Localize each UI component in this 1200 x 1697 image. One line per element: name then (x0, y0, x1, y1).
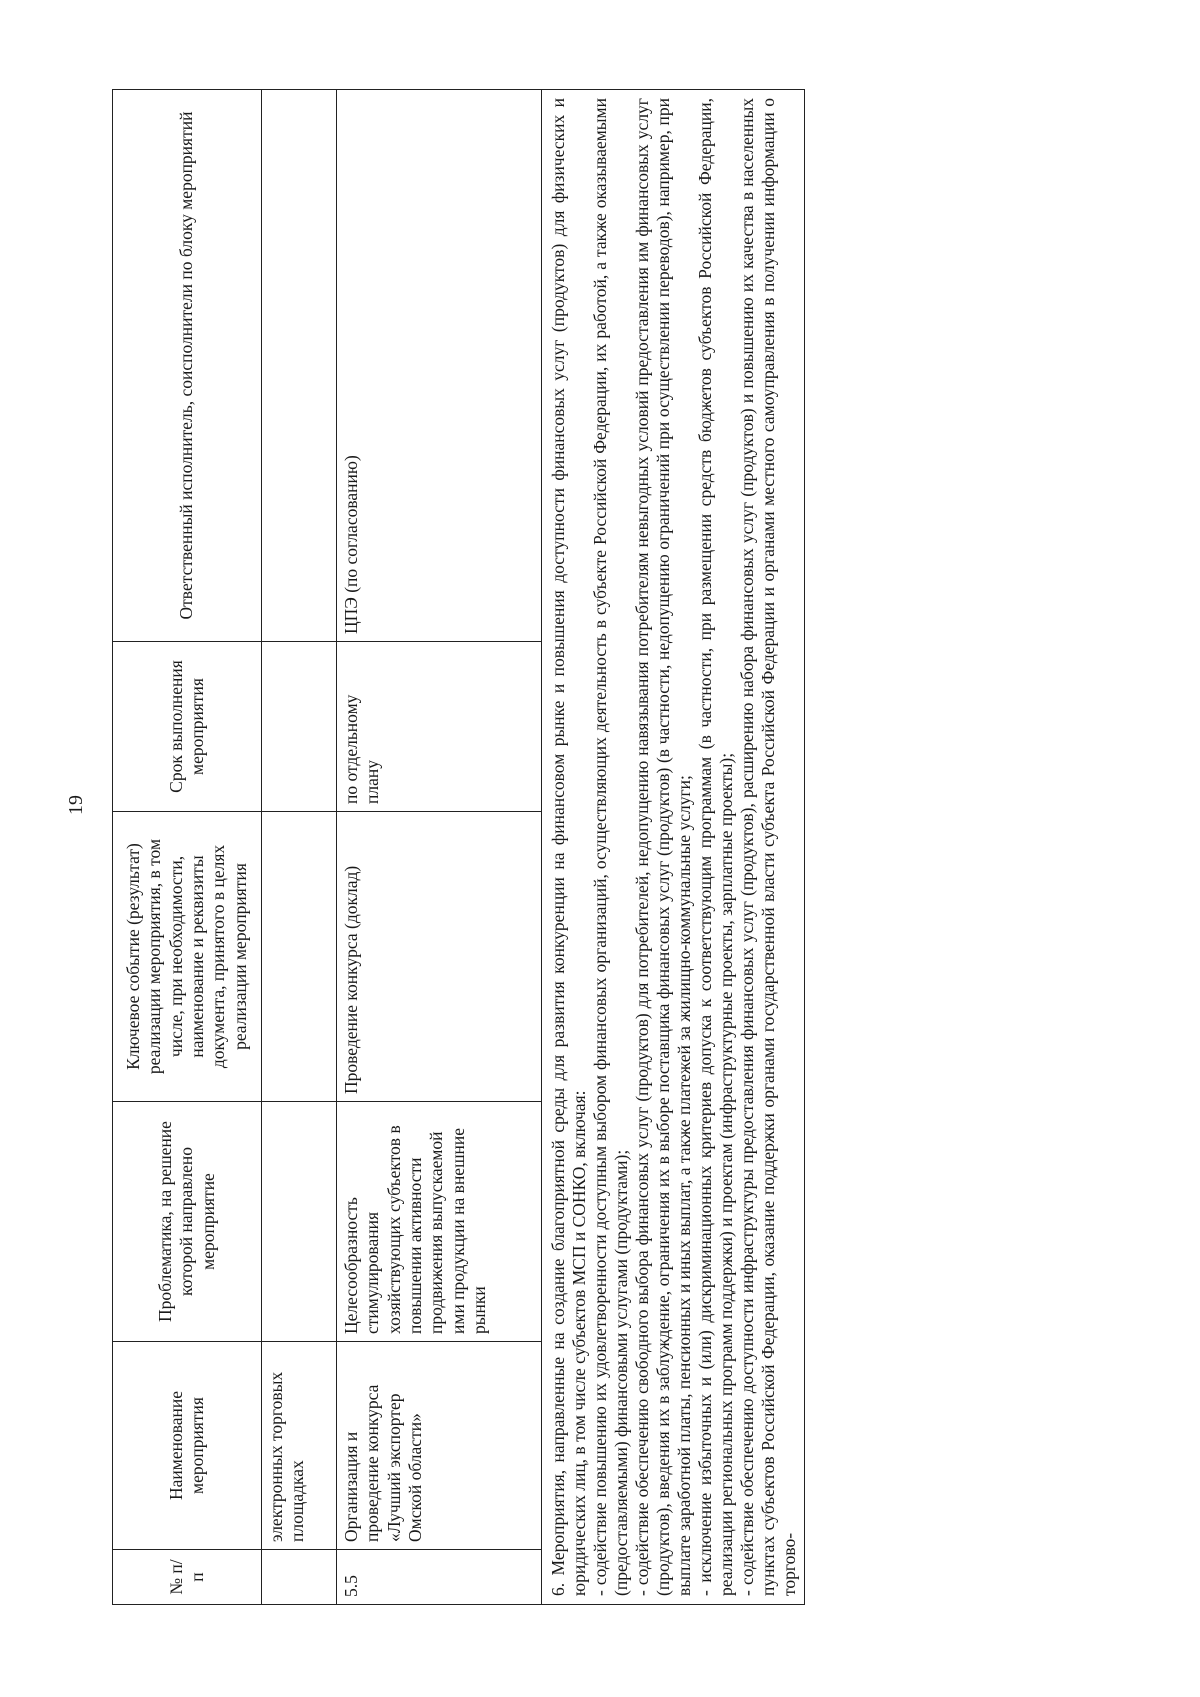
header-responsible: Ответственный исполнитель, соисполнители по блоку мероприятий (113, 90, 262, 642)
cell-name: электронных торговых площадках (262, 1342, 337, 1550)
header-deadline: Срок выполнения мероприятия (113, 642, 262, 812)
section-6-paragraph: - содействие обеспечению свободного выбора финансовых услуг (продуктов) для потребителей, недопущению навязывания потребителям невыгодных условий предоставления им финансовых услуг (продуктов), введения их в заблуждение, ограничения их в выборе поставщика финансовых услуг (продуктов) (в частности, недопущению ограничений при осуществлении переводов), например, при выплате заработной платы, пенсионных и иных выплат, а также платежей за жилищно-коммунальные услуги; (632, 98, 695, 1596)
section-6-paragraph: - содействие повышению их удовлетворенности доступным выбором финансовых организаций, осуществляющих деятельность в субъекте Российской Федерации, их работой, а также оказываемыми (предоставляемыми) финансовыми услугами (продуктами); (590, 98, 632, 1596)
section-row (542, 90, 805, 1605)
section-6-paragraph: - исключение избыточных и (или) дискриминационных критериев допуска к соответствующим программам (в частности, при размещении средств бюджетов субъектов Российской Федерации, реализации региональных программ поддержки) и проектам (инфраструктурные проекты, зарплатные проекты); (695, 98, 737, 1596)
header-number: № п/п (113, 1550, 262, 1605)
header-key-event: Ключевое событие (результат) реализации мероприятия, в том числе, при необходимости, наименование и реквизиты документа, принятого в целях реализации мероприятия (113, 812, 262, 1102)
cell-deadline (262, 642, 337, 812)
cell-responsible (262, 90, 337, 642)
section-6-text (542, 90, 805, 1605)
section-6-paragraph: - содействие обеспечению доступности инфраструктуры предоставления финансовых услуг (продуктов), расширению набора финансовых услуг (продуктов) и повышению их качества в населенных пунктах субъектов Российской Федерации, оказание поддержки органами государственной власти субъекта Российской Федерации и органами местного самоуправления в получении информации о торгово- (737, 98, 800, 1596)
cell-problem (262, 1102, 337, 1342)
table-row (262, 90, 337, 1605)
header-problem: Проблематика, на решение которой направлено мероприятие (113, 1102, 262, 1342)
section-6-paragraph: 6. Мероприятия, направленные на создание благоприятной среды для развития конкуренции на финансовом рынке и повышения доступности финансовых услуг (продуктов) для физических и юридических лиц, в том числе субъектов МСП и СОНКО, включая: (548, 98, 590, 1596)
table-header-row (113, 90, 262, 1605)
cell-responsible: ЦПЭ (по согласованию) (337, 90, 542, 642)
cell-number (262, 1550, 337, 1605)
rotated-table-sheet (112, 90, 1062, 1605)
cell-problem: Целесообразность стимулирования хозяйствующих субъектов в повышении активности продвижения выпускаемой ими продукции на внешние рынки (337, 1102, 542, 1342)
cell-deadline: по отдельному плану (337, 642, 542, 812)
page-number: 19 (65, 795, 87, 815)
table-row (337, 90, 542, 1605)
cell-key-event: Проведение конкурса (доклад) (337, 812, 542, 1102)
cell-key-event (262, 812, 337, 1102)
header-name: Наименование мероприятия (113, 1342, 262, 1550)
cell-number: 5.5 (337, 1550, 542, 1605)
cell-name: Организация и проведение конкурса «Лучший экспортер Омской области» (337, 1342, 542, 1550)
action-plan-table (112, 89, 805, 1605)
